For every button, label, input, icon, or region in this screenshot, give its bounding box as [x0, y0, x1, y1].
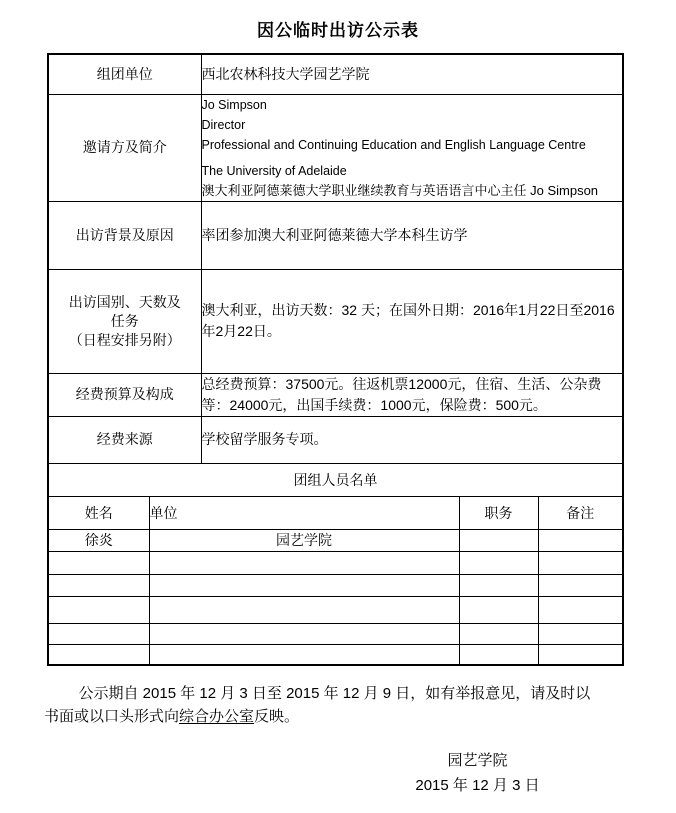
- public-notice-text: [44, 682, 630, 728]
- inviter-description-cn: 澳大利亚阿德莱德大学职业继续教育与英语语言中心主任 Jo Simpson: [201, 182, 599, 198]
- funding-source-label: 经费来源: [48, 416, 201, 463]
- general-office-underlined-text: 综合办公室: [179, 708, 255, 725]
- member-unit: 园艺学院: [149, 529, 459, 551]
- inviter-name: Jo Simpson: [201, 97, 267, 112]
- roster-header-name: 姓名: [48, 496, 149, 529]
- inviting-party-value: [201, 94, 623, 201]
- organizing-unit-label: 组团单位: [48, 54, 201, 94]
- visit-country-days-label: 出访国别、天数及 任务 （日程安排另附）: [48, 269, 201, 373]
- member-position: [459, 529, 538, 551]
- visit-background-value: 率团参加澳大利亚阿德莱德大学本科生访学: [201, 201, 623, 269]
- roster-header-note: 备注: [538, 496, 623, 529]
- budget-value: 总经费预算：37500元。往返机票12000元，住宿、生活、公杂费等：24000元，出国手续费：1000元，保险费：500元。: [201, 373, 623, 416]
- roster-empty-row: [48, 551, 623, 574]
- visit-form-table: [47, 53, 624, 666]
- roster-section-title: 团组人员名单: [48, 463, 623, 496]
- roster-header-position: 职务: [459, 496, 538, 529]
- member-note: [538, 529, 623, 551]
- roster-empty-row: [48, 623, 623, 644]
- notice-line2-prefix: 书面或以口头形式向: [44, 708, 180, 725]
- notice-line1: 公示期自 2015 年 12 月 3 日至 2015 年 12 月 9 日，如有举报意见，请及时以: [78, 685, 591, 702]
- roster-header-row: [48, 496, 623, 529]
- row-budget: [48, 373, 623, 416]
- signature-date: 2015 年 12 月 3 日: [415, 777, 540, 794]
- row-organizing-unit: [48, 54, 623, 94]
- row-funding-source: [48, 416, 623, 463]
- roster-section-row: [48, 463, 623, 496]
- funding-source-value: 学校留学服务专项。: [201, 416, 623, 463]
- page-title: 因公临时出访公示表: [257, 21, 419, 40]
- roster-empty-row: [48, 644, 623, 665]
- inviter-title: Director: [201, 117, 246, 132]
- roster-empty-row: [48, 574, 623, 596]
- row-visit-background: [48, 201, 623, 269]
- row-visit-country-days: [48, 269, 623, 373]
- row-inviting-party: [48, 94, 623, 201]
- member-name: 徐炎: [48, 529, 149, 551]
- signature-unit: 园艺学院: [447, 752, 508, 769]
- budget-label: 经费预算及构成: [48, 373, 201, 416]
- inviter-department: Professional and Continuing Education and English Language Centre: [201, 137, 586, 152]
- visit-background-label: 出访背景及原因: [48, 201, 201, 269]
- roster-header-unit: 单位: [149, 496, 459, 529]
- inviting-party-label: 邀请方及简介: [48, 94, 201, 201]
- signature-block: [330, 748, 625, 798]
- roster-member-row: [48, 529, 623, 551]
- visit-country-days-value: 澳大利亚，出访天数：32 天；在国外日期：2016年1月22日至2016年2月22日。: [201, 269, 623, 373]
- notice-suffix: 反映。: [254, 708, 300, 725]
- inviter-university: The University of Adelaide: [201, 163, 347, 178]
- organizing-unit-value: 西北农林科技大学园艺学院: [201, 54, 623, 94]
- roster-empty-row: [48, 596, 623, 623]
